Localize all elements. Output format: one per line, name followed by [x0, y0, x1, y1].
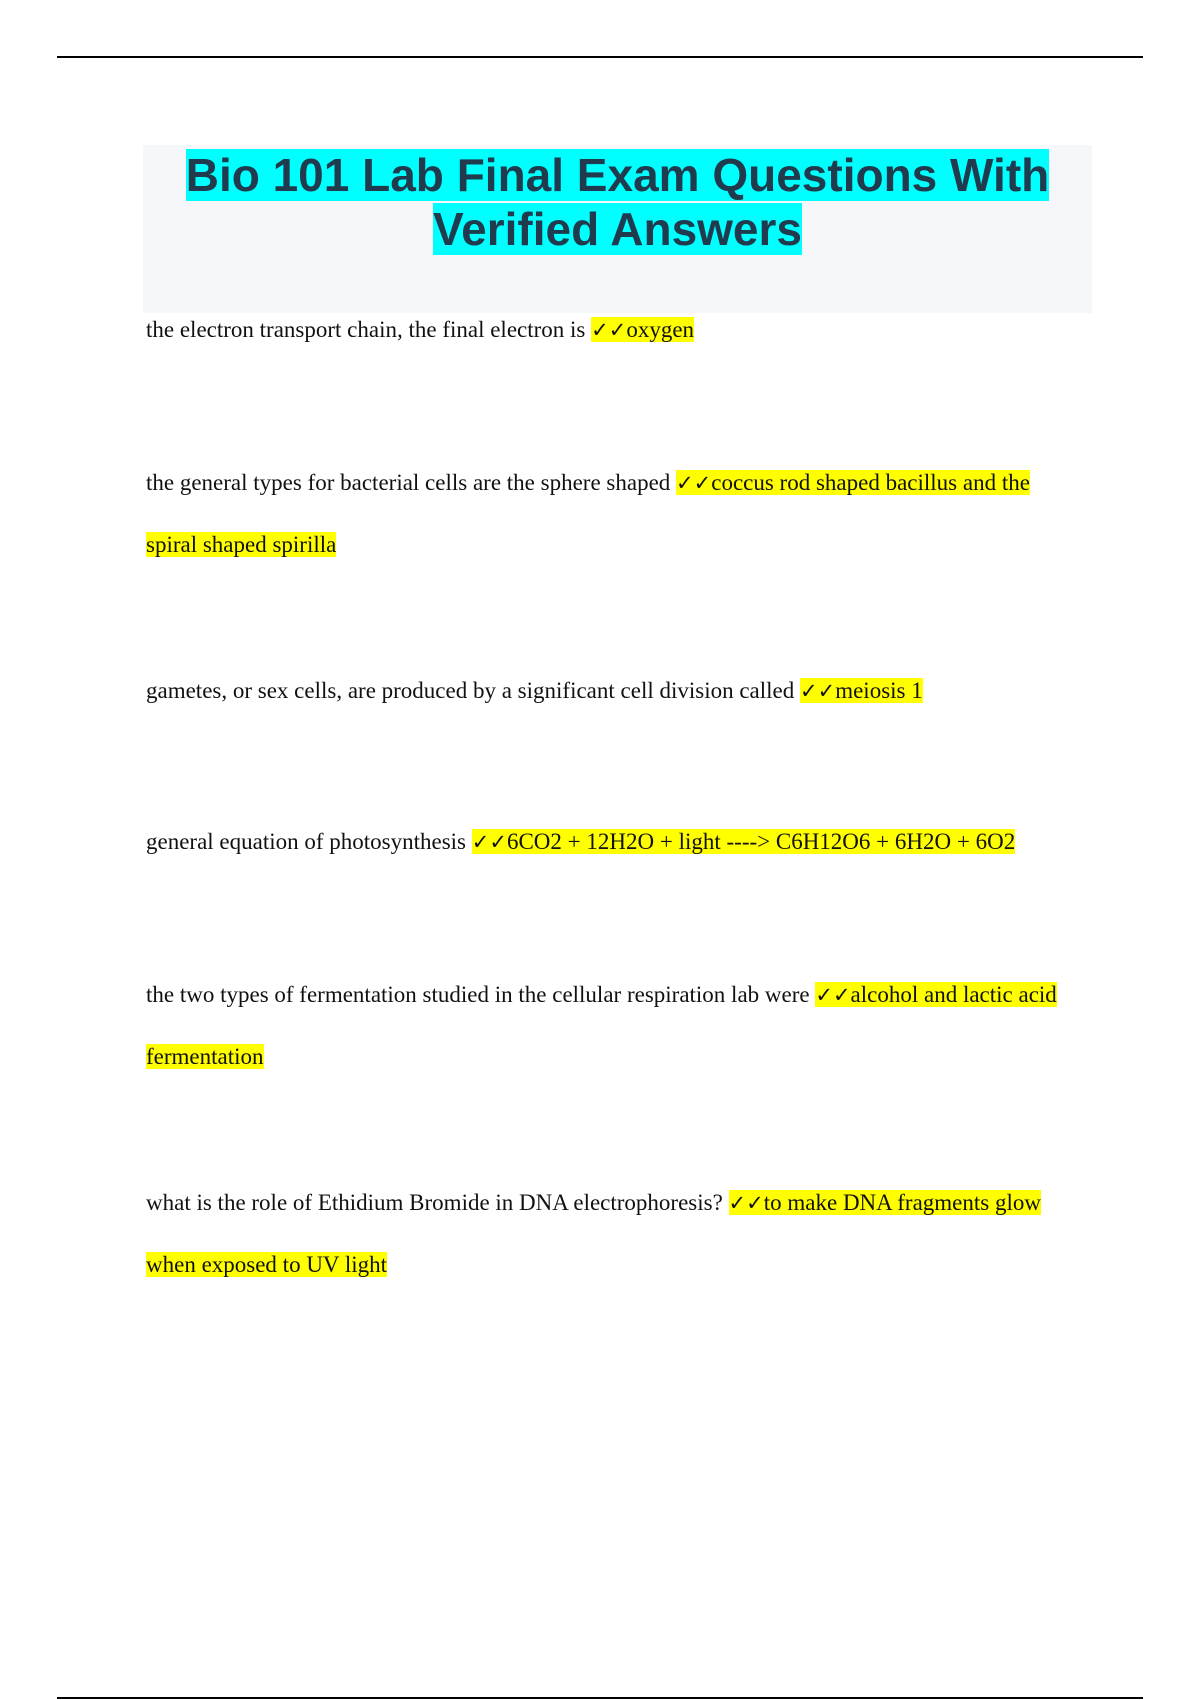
bottom-rule [57, 1697, 1143, 1699]
question-text: the general types for bacterial cells are the sphere shaped [146, 470, 677, 495]
question-text: the electron transport chain, the final electron is [146, 317, 592, 342]
double-check-icon: ✓✓ [591, 318, 627, 342]
double-check-icon: ✓✓ [471, 830, 507, 854]
title-block [143, 145, 1092, 313]
top-rule [57, 56, 1143, 58]
double-check-icon: ✓✓ [800, 679, 836, 703]
answer-text: alcohol and lactic acid fermentation [146, 982, 1057, 1069]
title-highlight: Bio 101 Lab Final Exam Questions With Verified Answers [185, 149, 1050, 255]
answer-highlight [472, 829, 1015, 854]
double-check-icon: ✓✓ [676, 471, 712, 495]
answer-text: 6CO2 + 12H2O + light ----> C6H12O6 + 6H2O + 6O2 [506, 829, 1016, 854]
qa-item-2 [146, 452, 1086, 575]
answer-text: oxygen [626, 317, 695, 342]
answer-highlight [591, 317, 694, 342]
qa-item-1 [146, 299, 1086, 361]
answer-text: meiosis 1 [835, 678, 923, 703]
question-text: gametes, or sex cells, are produced by a significant cell division called [146, 678, 800, 703]
qa-item-4 [146, 811, 1086, 873]
answer-text: coccus rod shaped bacillus and the spiral shaped spirilla [146, 470, 1030, 557]
qa-item-3 [146, 660, 1086, 722]
answer-highlight [800, 678, 923, 703]
qa-item-5 [146, 964, 1086, 1087]
question-text: the two types of fermentation studied in the cellular respiration lab were [146, 982, 816, 1007]
question-text: what is the role of Ethidium Bromide in DNA electrophoresis? [146, 1190, 729, 1215]
double-check-icon: ✓✓ [728, 1191, 764, 1215]
answer-text: to make DNA fragments glow when exposed to UV light [146, 1190, 1041, 1277]
question-text: general equation of photosynthesis [146, 829, 472, 854]
document-title [143, 145, 1092, 256]
qa-item-6 [146, 1172, 1086, 1295]
double-check-icon: ✓✓ [815, 983, 851, 1007]
